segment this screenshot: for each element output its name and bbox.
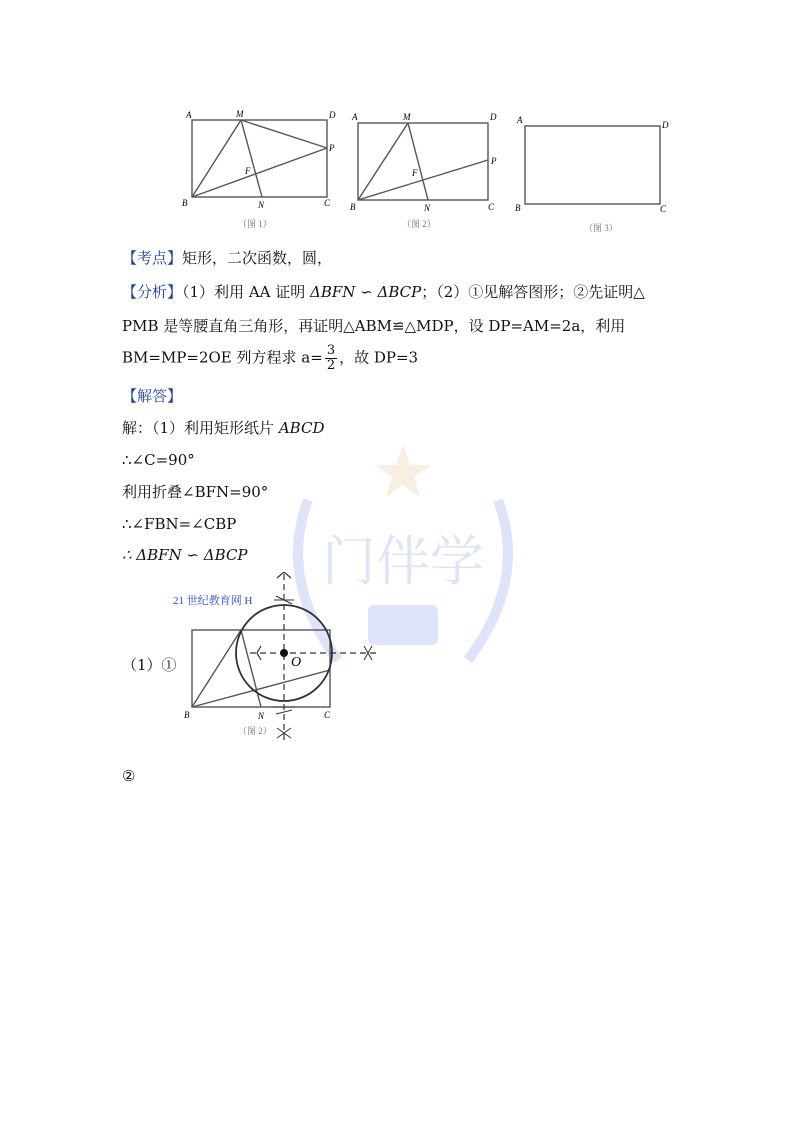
svg-text:F: F <box>412 168 418 178</box>
svg-text:B: B <box>515 203 521 213</box>
svg-text:A: A <box>517 115 523 125</box>
fraction <box>325 344 337 373</box>
figure-3 <box>512 108 672 237</box>
fraction-numerator: 3 <box>326 343 336 358</box>
svg-text:N: N <box>258 711 265 721</box>
fenxi-math-1: ΔBFN ∽ ΔBCP <box>310 283 422 301</box>
figure-2 <box>346 108 506 237</box>
part-2-label: ② <box>122 767 136 785</box>
svg-text:O: O <box>291 655 302 670</box>
svg-text:P: P <box>491 156 497 166</box>
jieda-line-1 <box>122 418 324 438</box>
svg-text:B: B <box>184 710 190 720</box>
svg-text:D: D <box>490 112 497 122</box>
part-1-label: （1）① <box>122 656 177 674</box>
jieda-tag: 【解答】 <box>122 387 183 405</box>
jieda-line-3: 利用折叠∠BFN=90° <box>122 483 269 501</box>
svg-text:A: A <box>186 110 192 120</box>
svg-text:N: N <box>424 203 431 213</box>
svg-text:D: D <box>662 120 669 130</box>
svg-text:N: N <box>258 200 265 210</box>
jieda-line-4: ∴∠FBN=∠CBP <box>122 515 237 533</box>
watermark-text: 门伴学 <box>322 530 484 593</box>
fenxi-line-1 <box>122 282 645 302</box>
svg-text:（图 3）: （图 3） <box>584 223 618 233</box>
fenxi-text-3b: ，故 DP=3 <box>339 348 419 367</box>
fenxi-text-3a: BM=MP=2OE 列方程求 a= <box>122 348 323 367</box>
svg-text:P: P <box>329 143 335 153</box>
svg-text:（图 1）: （图 1） <box>238 219 272 229</box>
svg-text:C: C <box>660 204 667 214</box>
fenxi-tag: 【分析】 <box>122 283 183 301</box>
svg-text:M: M <box>236 109 244 119</box>
svg-text:（图 2）: （图 2） <box>238 726 272 736</box>
fraction-denominator: 2 <box>326 358 336 373</box>
fenxi-line-2 <box>122 316 625 336</box>
svg-text:F: F <box>245 166 251 176</box>
svg-text:B: B <box>182 198 188 208</box>
svg-text:B: B <box>350 202 356 212</box>
jieda-line-5: ∴ ΔBFN ∽ ΔBCP <box>122 546 248 564</box>
jieda-line-2: ∴∠C=90° <box>122 451 195 469</box>
svg-text:C: C <box>324 710 331 720</box>
svg-text:21 世纪教育网 H: 21 世纪教育网 H <box>173 595 253 607</box>
svg-text:D: D <box>329 110 336 120</box>
kaodian-tag: 【考点】 <box>122 249 183 267</box>
svg-text:A: A <box>352 112 358 122</box>
kaodian-text: 矩形，二次函数，圆， <box>182 249 333 267</box>
svg-text:C: C <box>324 198 331 208</box>
fenxi-text-1a: （1）利用 AA 证明 <box>182 283 311 301</box>
kaodian-line <box>122 248 332 268</box>
jieda-math-1: ABCD <box>278 419 325 437</box>
fenxi-text-2: PMB 是等腰直角三角形，再证明△ABM≌△MDP，设 DP=AM=2a，利用 <box>122 317 626 335</box>
svg-text:M: M <box>403 112 411 122</box>
fenxi-line-3 <box>122 344 418 373</box>
svg-text:（图 2）: （图 2） <box>402 219 436 229</box>
answer-figure <box>168 572 388 754</box>
fenxi-text-1b: ；（2）①见解答图形；②先证明△ <box>421 283 645 301</box>
svg-text:C: C <box>488 202 495 212</box>
figure-1 <box>178 108 338 237</box>
jieda-text-1a: 解：（1）利用矩形纸片 <box>122 419 279 437</box>
